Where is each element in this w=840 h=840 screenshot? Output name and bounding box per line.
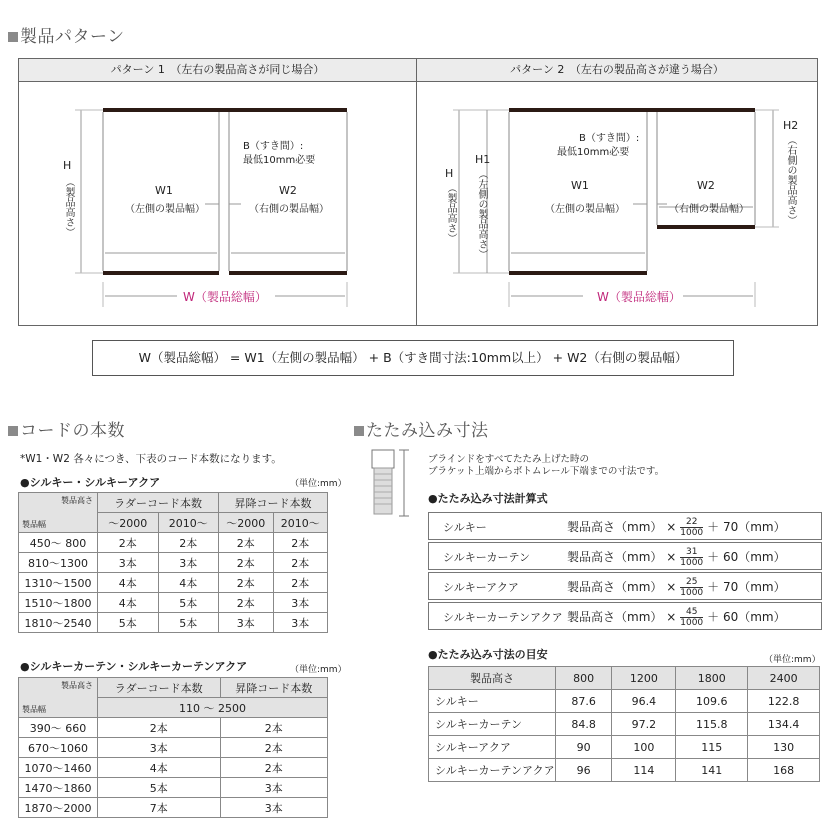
p1-head-rail [103, 108, 347, 112]
p1-W-total: W（製品総幅） [183, 290, 267, 304]
table-row: 1810〜2540 5本 5本 3本 3本 [19, 613, 328, 633]
p2-W1-label: W1 [571, 179, 589, 192]
table-row: シルキーアクア 90 100 115 130 [429, 736, 820, 759]
stacked-blind-icon [366, 446, 414, 524]
calc-row: シルキーカーテンアクア 製品高さ（mm） × $\frac{45}{1000}$ ＋ 60（mm） [428, 602, 822, 630]
p1-bottom-rail-left [103, 271, 219, 275]
table-row: シルキー 87.6 96.4 109.6 122.8 [429, 690, 820, 713]
p1-W2-sub: （右側の製品幅） [249, 204, 329, 215]
p1-H-sub: （製品高さ） [63, 177, 74, 237]
pattern1-header: パターン 1 （左右の製品高さが同じ場合） [19, 59, 416, 82]
table-row: シルキーカーテンアクア 96 114 141 168 [429, 759, 820, 782]
calc-row: シルキーカーテン 製品高さ（mm） × $\frac{31}{1000}$ ＋ 60（mm） [428, 542, 822, 570]
table1-unit: （単位:mm） [290, 479, 347, 489]
p1-H-label: H [63, 159, 72, 172]
table2-group-lift: 昇降コード本数 [220, 678, 328, 698]
p2-H2-sub: （右側の製品高さ） [785, 135, 796, 225]
p1-W1-sub: （左側の製品幅） [125, 204, 205, 215]
guide-table: 製品高さ 800 1200 1800 2400 シルキー 87.6 96.4 109.6 122.8 シルキーカーテン 84.8 97.2 115.8 134.4 シルキーアクア 90 100 115 130 シルキーカーテンアクア 96 114 141 168 [428, 666, 820, 782]
p2-W1-sub: （左側の製品幅） [545, 204, 625, 215]
p2-H-sub: （製品高さ） [445, 183, 456, 243]
section-title-cords: コードの本数 [8, 416, 125, 441]
p2-B-label: B（すき間）: [579, 133, 640, 144]
p1-bottom-rail-right [229, 271, 347, 275]
table2: 製品高さ 製品幅 ラダーコード本数 昇降コード本数 110 〜 2500 390〜 660 2本 2本 670〜1060 3本 2本 1070〜1460 4本 2本 1470〜1860 5本 3本 1870〜2000 7本 3本 [18, 677, 328, 818]
p2-W-total: W（製品総幅） [597, 290, 681, 304]
calc-row: シルキーアクア 製品高さ（mm） × $\frac{25}{1000}$ ＋ 70（mm） [428, 572, 822, 600]
p2-H1-label: H1 [475, 153, 491, 166]
table-row: シルキーカーテン 84.8 97.2 115.8 134.4 [429, 713, 820, 736]
formula-box: W（製品総幅） = W1（左側の製品幅） + B（すき間寸法:10mm以上） + W2（右側の製品幅） [92, 340, 734, 376]
p1-B-min: 最低10mm必要 [243, 155, 316, 166]
square-bullet-icon [8, 426, 18, 436]
table-row: 390〜 660 2本 2本 [19, 718, 328, 738]
table-row: 810〜1300 3本 3本 2本 2本 [19, 553, 328, 573]
table2-unit: （単位:mm） [290, 665, 347, 675]
p1-W1-label: W1 [155, 184, 173, 197]
stack-desc-2: ブラケット上端からボトムレール下端までの寸法です。 [428, 466, 665, 477]
table-row: 670〜1060 3本 2本 [19, 738, 328, 758]
table1-group-ladder: ラダーコード本数 [98, 493, 219, 513]
table-row: 1870〜2000 7本 3本 [19, 798, 328, 818]
p2-H1-sub: （左側の製品高さ） [476, 169, 487, 259]
p2-H2-label: H2 [783, 119, 799, 132]
table1-title: ●シルキー・シルキーアクア [20, 476, 161, 489]
table1-diag-cell: 製品高さ 製品幅 [19, 493, 98, 533]
cords-note: *W1・W2 各々につき、下表のコード本数になります。 [20, 453, 282, 465]
table1-group-lift: 昇降コード本数 [219, 493, 328, 513]
table-row: 450〜 800 2本 2本 2本 2本 [19, 533, 328, 553]
p2-W2-label: W2 [697, 179, 715, 192]
calc-title: ●たたみ込み寸法計算式 [428, 492, 548, 505]
guide-title: ●たたみ込み寸法の目安 [428, 648, 548, 661]
p1-W2-label: W2 [279, 184, 297, 197]
guide-unit: （単位:mm） [764, 655, 821, 665]
square-bullet-icon [354, 426, 364, 436]
calc-row: シルキー 製品高さ（mm） × $\frac{22}{1000}$ ＋ 70（mm） [428, 512, 822, 540]
pattern2-header: パターン 2 （左右の製品高さが違う場合） [417, 59, 817, 82]
stack-desc-1: ブラインドをすべてたたみ上げた時の [428, 454, 590, 465]
pattern-box [18, 58, 818, 326]
table-row: 1510〜1800 4本 5本 2本 3本 [19, 593, 328, 613]
p2-head-rail [509, 108, 755, 112]
table2-group-ladder: ラダーコード本数 [98, 678, 221, 698]
table2-title: ●シルキーカーテン・シルキーカーテンアクア [20, 660, 248, 673]
table-row: 1070〜1460 4本 2本 [19, 758, 328, 778]
p2-bottom-rail-right [657, 225, 755, 229]
p2-B-min: 最低10mm必要 [557, 147, 630, 158]
table-row: 1470〜1860 5本 3本 [19, 778, 328, 798]
p2-W2-sub: （右側の製品幅） [669, 204, 749, 215]
table1: 製品高さ 製品幅 ラダーコード本数 昇降コード本数 〜2000 2010〜 〜2000 2010〜 450〜 800 2本 2本 2本 2本 810〜1300 3本 3本 2本 2本 1310〜1500 4本 4本 2本 2本 1510〜1800 4本 5本 2本 3本 1810〜2540 5本 5本 3本 3本 [18, 492, 328, 633]
section-title-patterns: 製品パターン [8, 22, 125, 47]
square-bullet-icon [8, 32, 18, 42]
p1-B-label: B（すき間）: [243, 141, 304, 152]
p2-H-label: H [445, 167, 454, 180]
p2-bottom-rail-left [509, 271, 647, 275]
section-title-stack: たたみ込み寸法 [354, 416, 489, 441]
table-row: 1310〜1500 4本 4本 2本 2本 [19, 573, 328, 593]
table2-diag-cell: 製品高さ 製品幅 [19, 678, 98, 718]
